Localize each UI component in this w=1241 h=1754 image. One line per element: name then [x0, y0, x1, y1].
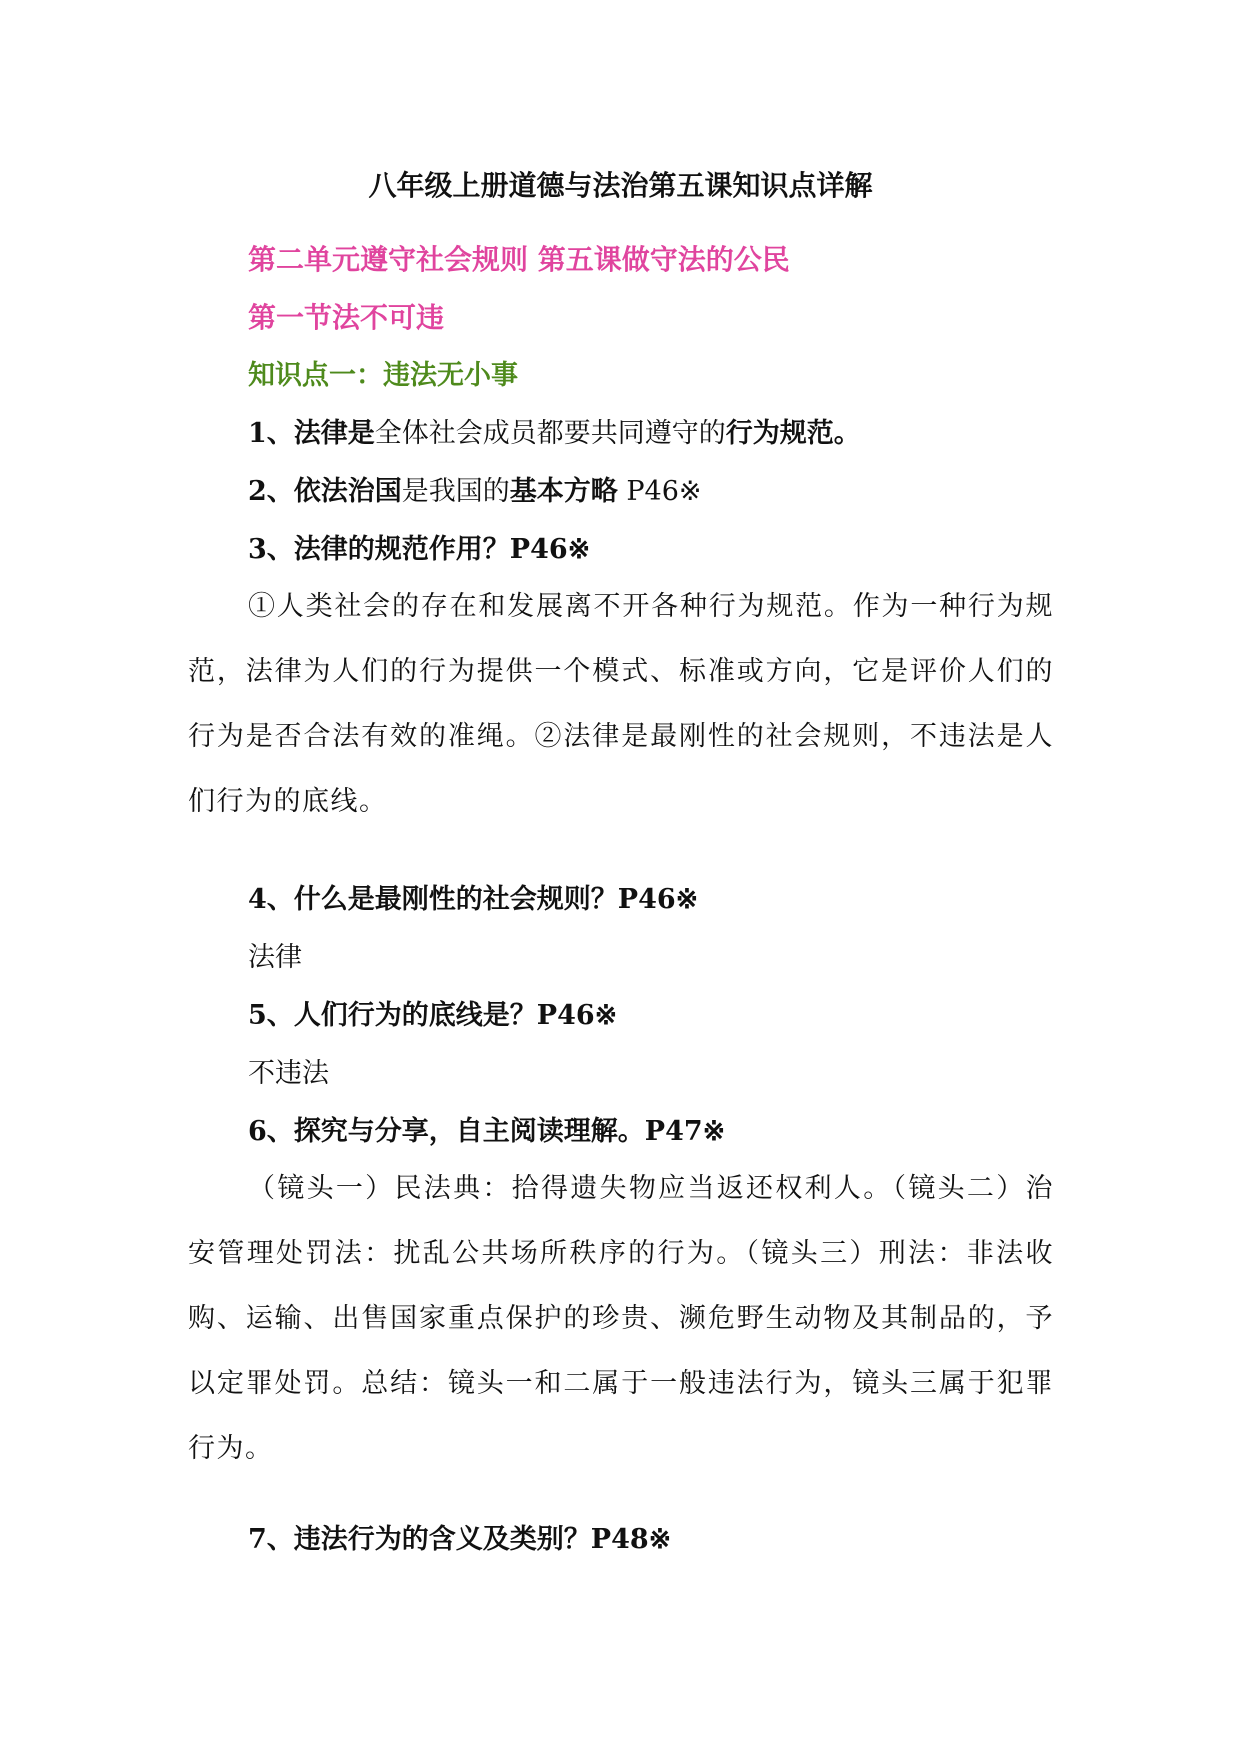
- item-2-bold-conclusion: 基本方略: [509, 476, 618, 507]
- item-3-question: [248, 530, 590, 570]
- item-3-question-text: 法律的规范作用？P46※: [293, 534, 591, 565]
- item-4-answer: 法律: [248, 942, 302, 973]
- knowledge-point-heading: 知识点一：违法无小事: [248, 360, 518, 391]
- item-1-text: 全体社会成员都要共同遵守的: [374, 418, 726, 449]
- item-4-question: [248, 880, 698, 920]
- item-5-number: 5、: [248, 1000, 294, 1031]
- item-5-answer: 不违法: [248, 1058, 329, 1089]
- item-2: [248, 472, 702, 512]
- item-6-answer: （镜头一）民法典：拾得遗失物应当返还权利人。（镜头二）治安管理处罚法：扰乱公共场所秩序的行为。（镜头三）刑法：非法收购、运输、出售国家重点保护的珍贵、濒危野生动物及其制品的，予以定罪处罚。总结：镜头一和二属于一般违法行为，镜头三属于犯罪行为。: [188, 1173, 1054, 1464]
- item-3-number: 3、: [248, 534, 294, 565]
- item-1-bold-term: 法律是: [293, 418, 375, 449]
- item-5-question: [248, 996, 617, 1036]
- item-4-question-text: 什么是最刚性的社会规则？P46※: [293, 884, 699, 915]
- item-1-bold-conclusion: 行为规范。: [725, 418, 861, 449]
- item-6-number: 6、: [248, 1116, 294, 1147]
- item-6-question: [248, 1112, 725, 1152]
- item-5-question-text: 人们行为的底线是？P46※: [293, 1000, 618, 1031]
- section-heading: 第一节法不可违: [248, 301, 445, 334]
- item-2-page-ref: P46※: [617, 476, 702, 507]
- item-4-number: 4、: [248, 884, 294, 915]
- item-1: [248, 414, 861, 454]
- item-7-question-text: 违法行为的含义及类别？P48※: [293, 1524, 672, 1555]
- item-2-number: 2、: [248, 476, 294, 507]
- item-3-answer: ①人类社会的存在和发展离不开各种行为规范。作为一种行为规范，法律为人们的行为提供一个模式、标准或方向，它是评价人们的行为是否合法有效的准绳。②法律是最刚性的社会规则，不违法是人们行为的底线。: [188, 591, 1054, 817]
- item-7-question: [248, 1520, 671, 1560]
- document-title: 八年级上册道德与法治第五课知识点详解: [368, 169, 873, 202]
- item-2-text: 是我国的: [401, 476, 510, 507]
- unit-heading: 第二单元遵守社会规则 第五课做守法的公民: [248, 243, 790, 276]
- item-2-bold-term: 依法治国: [293, 476, 402, 507]
- item-7-number: 7、: [248, 1524, 294, 1555]
- item-6-question-text: 探究与分享，自主阅读理解。P47※: [293, 1116, 726, 1147]
- item-1-number: 1、: [248, 418, 294, 449]
